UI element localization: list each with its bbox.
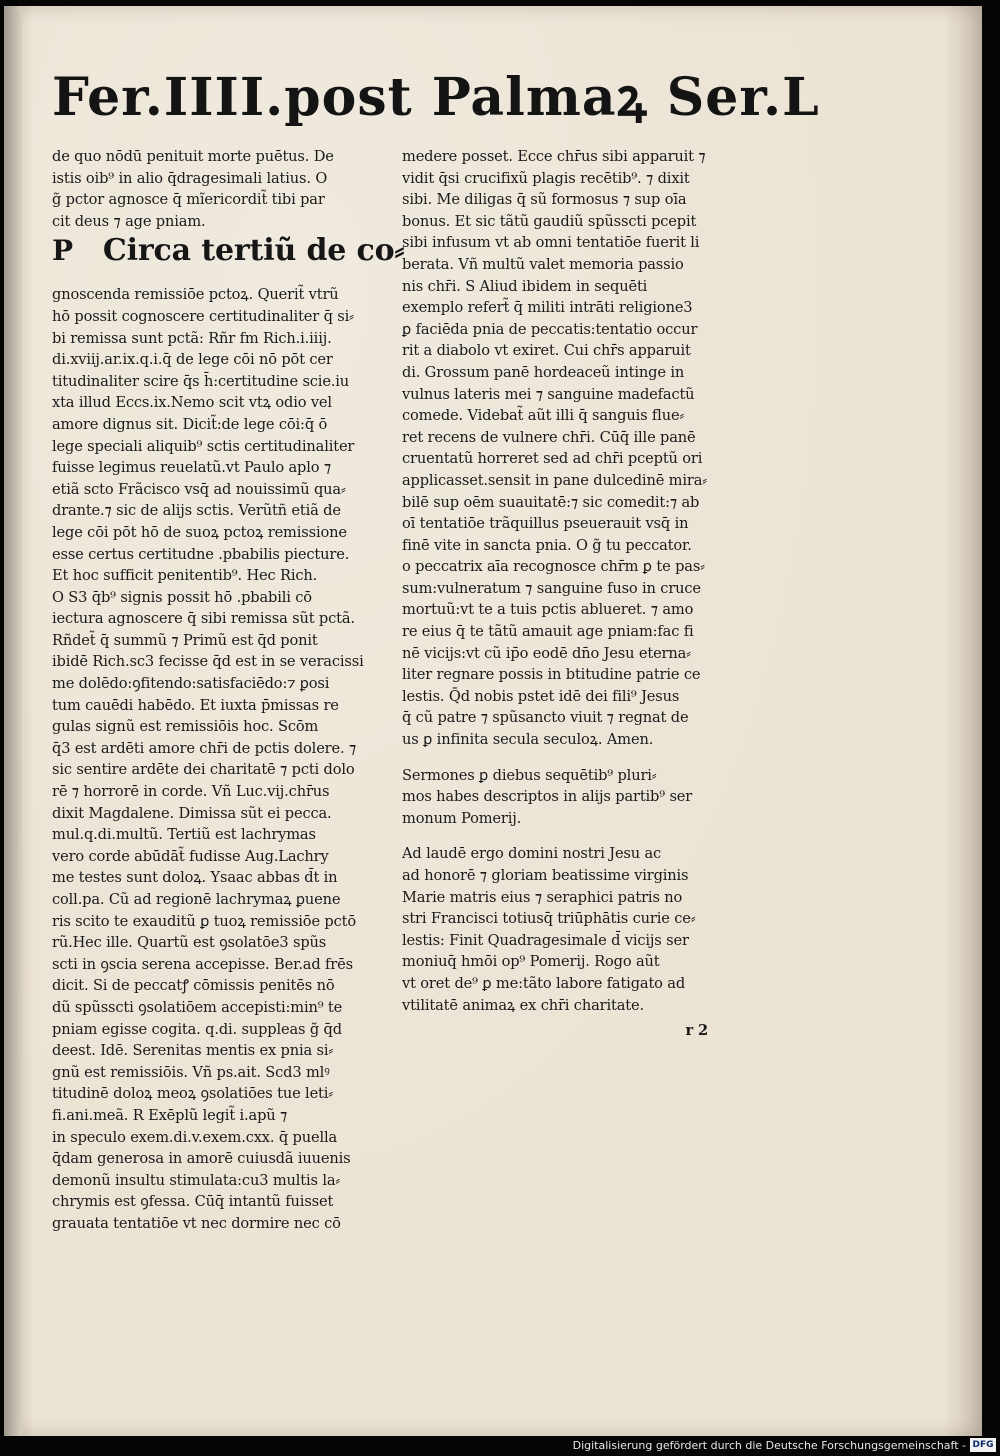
- right-text-line: cruentatũ horreret sed ad chr̄i pceptũ ori: [402, 450, 703, 468]
- right-text-line: rit a diabolo vt exiret. Cui chr̄s apparuit: [402, 342, 691, 360]
- right-text-line: di. Grossum panē hordeaceũ intinge in: [402, 363, 685, 381]
- colophon-line: lestis: Finit Quadragesimale d̄ vicijs ser: [402, 931, 689, 949]
- left-section-line: gnoscenda remissiōe pctoꝝ. Querit̃ vtrũ: [52, 286, 339, 304]
- left-opening-lines: [52, 146, 404, 232]
- right-text-lines: [402, 146, 744, 751]
- left-section-line: rũ.Hec ille. Quartũ est ꝯsolatōe3 spũs: [52, 934, 327, 952]
- right-text-line: sibi. Me diligas q̄ sũ formosus ⁊ sup oīa: [402, 191, 687, 209]
- left-section-line: dicit. Si de peccatꝭ cōmissis penitēs nō: [52, 977, 335, 995]
- right-text-line: berata. Vñ multũ valet memoria passio: [402, 255, 684, 273]
- right-column: [402, 146, 744, 1042]
- colophon-line: vt oret de⁹ ꝑ me:tãto labore fatigato ad: [402, 974, 686, 992]
- left-section-line: lege speciali aliquib⁹ sctis certitudinaliter: [52, 437, 355, 455]
- left-section-line: mul.q.di.multũ. Tertiũ est lachrymas: [52, 826, 316, 844]
- footer-bar: [0, 1436, 1000, 1456]
- right-text-line: oī tentatiōe trãquillus pseuerauit vsq̄ in: [402, 515, 689, 533]
- section-title: Circa tertiũ de co⸗: [102, 233, 405, 269]
- left-section-line: lege cōi pōt hō de suoꝝ pctoꝝ remissione: [52, 523, 347, 541]
- left-section-line: me testes sunt doloꝝ. Ysaac abbas d̄t in: [52, 869, 338, 887]
- right-text-line: bilē sup oēm suauitatē:⁊ sic comedit:⁊ ab: [402, 493, 700, 511]
- left-section-line: ibidē Rich.sc3 fecisse q̄d est in se veracissi: [52, 653, 364, 671]
- left-section-line: Rñdet̃ q̄ summũ ⁊ Primũ est q̄d ponit: [52, 631, 318, 649]
- dfg-logo-icon: DFG: [970, 1438, 996, 1452]
- left-section-line: Et hoc sufficit penitentib⁹. Hec Rich.: [52, 567, 318, 585]
- colophon-line: vtilitatē animaꝝ ex chr̄i charitate.: [402, 996, 644, 1014]
- left-section-line: dixit Magdalene. Dimissa sũt ei pecca.: [52, 804, 332, 822]
- left-column: [52, 146, 404, 1235]
- colophon-line: Ad laudē ergo domini nostri Jesu ac: [402, 845, 662, 863]
- left-section-line: scti in ꝯscia serena accepisse. Ber.ad frēs: [52, 955, 353, 973]
- left-section-line: fuisse legimus reuelatũ.vt Paulo aplo ⁊: [52, 459, 331, 477]
- right-text-line: comede. Videbat̃ aũt illi q̄ sanguis flue⸗: [402, 407, 685, 425]
- left-section-line: di.xviij.ar.ix.q.i.q̄ de lege cōi nō pōt cer: [52, 351, 333, 369]
- left-section-line: grauata tentatiōe vt nec dormire nec cō: [52, 1214, 341, 1232]
- left-section-line: titudinaliter scire q̄s h̄:certitudine scie.iu: [52, 372, 350, 390]
- left-section-line: drante.⁊ sic de alijs sctis. Verũtñ etiã de: [52, 502, 341, 520]
- left-section-line: gnũ est remissiōis. Vñ ps.ait. Scd3 mlꝰ: [52, 1063, 330, 1081]
- sermones-line: Sermones ꝑ diebus sequētib⁹ pluri⸗: [402, 766, 657, 784]
- left-section-lines: [52, 284, 404, 1234]
- right-text-line: sum:vulneratum ⁊ sanguine fuso in cruce: [402, 579, 701, 597]
- left-section-line: me dolēdo:ꝯfitendo:satisfaciēdo:⁊ ꝑosi: [52, 675, 330, 693]
- signature-mark: r 2: [685, 1022, 708, 1040]
- left-section-line: bi remissa sunt pctã: Rñr fm Rich.i.iiij.: [52, 329, 332, 347]
- right-text-line: q̄ cũ patre ⁊ spũsancto viuit ⁊ regnat de: [402, 709, 689, 727]
- sermones-line: monum Pomerij.: [402, 809, 522, 827]
- right-text-line: ret recens de vulnere chr̄i. Cūq̄ ille panē: [402, 428, 696, 446]
- right-text-line: finē vite in sancta pnia. O g̃ tu peccator.: [402, 536, 692, 554]
- paragraph-initial: P: [52, 234, 73, 268]
- left-section-line: in speculo exem.di.v.exem.cxx. q̄ puella: [52, 1128, 338, 1146]
- right-text-line: ꝑ faciēda pnia de peccatis:tentatio occur: [402, 320, 698, 338]
- right-text-line: applicasset.sensit in pane dulcedinē mira⸗: [402, 471, 707, 489]
- left-section-line: rē ⁊ horrorē in corde. Vñ Luc.vij.chr̄us: [52, 783, 330, 801]
- right-text-line: lestis. Q̄d nobis pstet idē dei fili⁹ Jesus: [402, 687, 680, 705]
- left-opening-line: istis oib⁹ in alio q̄dragesimali latius. O: [52, 169, 328, 187]
- right-text-line: sibi infusum vt ab omni tentatiōe fuerit li: [402, 234, 700, 252]
- left-section-line: pniam egisse cogita. q.di. suppleas g̃ q̄d: [52, 1020, 342, 1038]
- left-section-line: esse certus certitudne .pbabilis piecture.: [52, 545, 350, 563]
- left-section-line: chrymis est ꝯfessa. Cūq̄ intantũ fuisset: [52, 1193, 334, 1211]
- sermones-line: mos habes descriptos in alijs partib⁹ ser: [402, 788, 693, 806]
- left-section-line: etiã scto Frãcisco vsq̄ ad nouissimũ qua⸗: [52, 480, 346, 498]
- left-section-line: gulas signũ est remissiōis hoc. Scōm: [52, 718, 319, 736]
- colophon-line: moniuq̄ hmōi op⁹ Pomerij. Rogo aũt: [402, 953, 660, 971]
- left-section-line: vero corde abūdāt̃ fudisse Aug.Lachry: [52, 847, 329, 865]
- section-heading: [52, 233, 405, 284]
- left-section-line: amore dignus sit. Dicit̃:de lege cōi:q̄ ō: [52, 415, 328, 433]
- colophon-line: ad honorē ⁊ gloriam beatissime virginis: [402, 867, 689, 884]
- right-text-line: nē vicijs:vt cũ ip̄o eodē dn̄o Jesu eterna⸗: [402, 644, 691, 662]
- left-section-line: coll.pa. Cũ ad regionē lachrymaꝝ ꝑuene: [52, 891, 341, 908]
- left-section-line: sic sentire ardēte dei charitatē ⁊ pcti dolo: [52, 761, 355, 779]
- left-opening-line: cit deus ⁊ age pniam.: [52, 212, 206, 230]
- sermones-note: [402, 765, 744, 830]
- right-text-line: us ꝑ infinita secula seculoꝝ. Amen.: [402, 731, 654, 749]
- right-text-line: exemplo refert̃ q̄ militi intrāti religione3: [402, 299, 693, 317]
- right-text-line: medere posset. Ecce chr̄us sibi apparuit ⁊: [402, 148, 706, 165]
- left-section-line: fi.ani.meã. R Exēplũ legit̃ i.apũ ⁊: [52, 1106, 288, 1124]
- right-text-line: liter regnare possis in btitudine patrie ce: [402, 666, 701, 684]
- left-section-line: ris scito te exauditũ ꝑ tuoꝝ remissiōe pctō: [52, 912, 356, 930]
- left-section-line: iectura agnoscere q̄ sibi remissa sũt pctã.: [52, 610, 355, 628]
- left-section-line: deest. Idē. Serenitas mentis ex pnia si⸗: [52, 1042, 334, 1060]
- left-section-line: titudinē doloꝝ meoꝝ ꝯsolatiōes tue leti⸗: [52, 1085, 333, 1103]
- right-text-line: mortuũ:vt te a tuis pctis ablueret. ⁊ amo: [402, 601, 694, 619]
- right-text-line: bonus. Et sic tãtũ gaudiũ spũsscti pcepit: [402, 212, 697, 230]
- colophon-line: stri Francisci totiusq̄ triūphātis curie ce⸗: [402, 910, 696, 928]
- running-head: Fer.IIII.post Palmaꝝ Ser.L: [52, 67, 820, 128]
- left-section-line: q̄3 est ardēti amore chr̄i de pctis dolere. ⁊: [52, 739, 357, 757]
- right-text-line: nis chr̄i. S Aliud ibidem in sequēti: [402, 277, 648, 295]
- left-section-line: demonũ insultu stimulata:cu3 multis la⸗: [52, 1171, 341, 1189]
- left-opening-line: g̃ pctor agnosce q̄ mĩericordit̃ tibi par: [52, 191, 325, 209]
- page-gutter-edge: [4, 6, 22, 1436]
- left-section-line: O S3 q̄b⁹ signis possit hō .pbabili cō: [52, 588, 312, 606]
- right-text-line: re eius q̄ te tãtũ amauit age pniam:fac fi: [402, 623, 694, 641]
- colophon: [402, 843, 744, 1016]
- right-text-line: vulnus lateris mei ⁊ sanguine madefactũ: [402, 385, 695, 403]
- funding-credit: Digitalisierung gefördert durch die Deutsche Forschungsgemeinschaft -: [572, 1439, 966, 1452]
- left-section-line: q̄dam generosa in amorē cuiusdã iuuenis: [52, 1150, 351, 1168]
- left-section-line: xta illud Eccs.ix.Nemo scit vtꝝ odio vel: [52, 394, 332, 412]
- colophon-line: Marie matris eius ⁊ seraphici patris no: [402, 888, 683, 906]
- right-text-line: o peccatrix aīa recognosce chr̄m ꝑ te pas⸗: [402, 558, 705, 576]
- left-section-line: hō possit cognoscere certitudinaliter q̄ si⸗: [52, 307, 354, 325]
- left-section-line: dũ spũsscti ꝯsolatiōem accepisti:min⁹ te: [52, 998, 343, 1016]
- left-section-line: tum cauēdi habēdo. Et iuxta p̄missas re: [52, 696, 339, 714]
- left-opening-line: de quo nōdū penituit morte puētus. De: [52, 148, 334, 165]
- right-text-line: vidit q̄si crucifixũ plagis recētib⁹. ⁊ dixit: [402, 169, 690, 187]
